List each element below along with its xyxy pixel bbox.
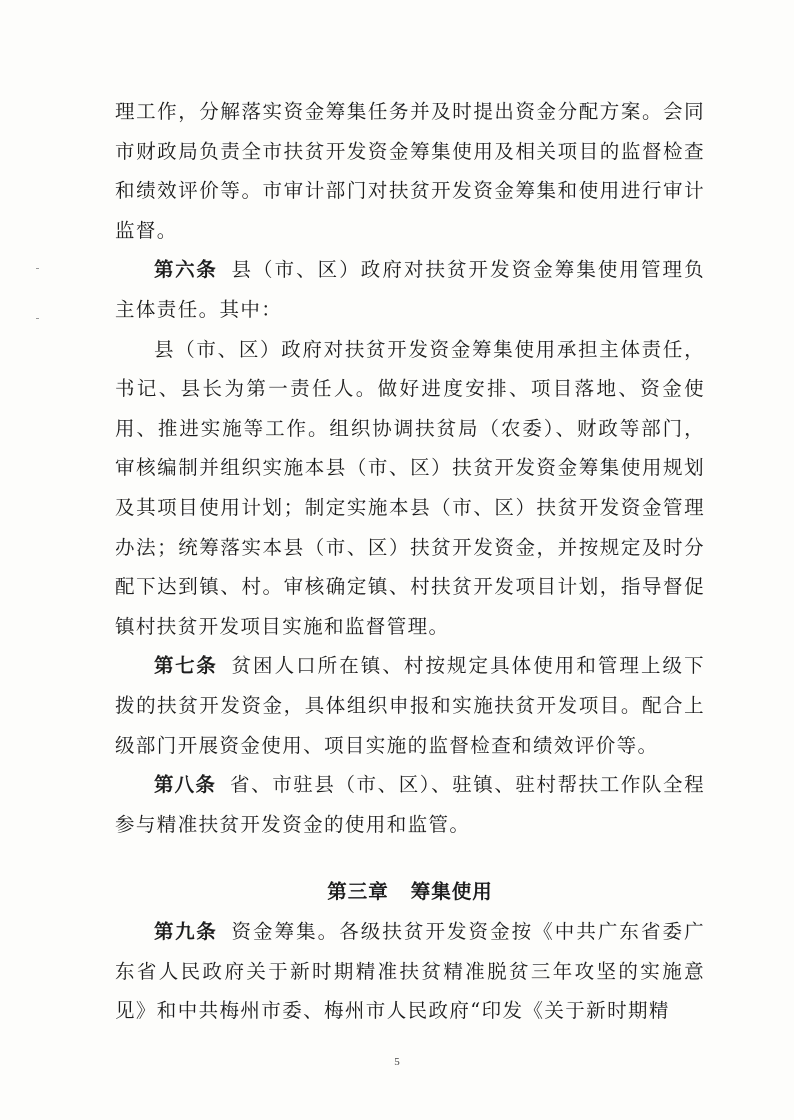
paragraph-text: 资金筹集。各级扶贫开发资金按《中共广东省委广东省人民政府关于新时期精准扶贫精准脱贫三年攻坚的实施意见》和中共梅州市委、梅州市人民政府“印发《关于新时期精 bbox=[115, 920, 705, 1023]
paragraph-3 bbox=[115, 330, 705, 647]
paragraph-text: 理工作，分解落实资金筹集任务并及时提出资金分配方案。会同市财政局负责全市扶贫开发资金筹集使用及相关项目的监督检查和绩效评价等。市审计部门对扶贫开发资金筹集和使用进行审计监督。 bbox=[115, 100, 705, 242]
paragraph-text: 县（市、区）政府对扶贫开发资金筹集使用管理负主体责任。其中： bbox=[115, 258, 705, 321]
article-number: 第七条 bbox=[154, 654, 218, 678]
article-6 bbox=[115, 250, 705, 329]
scan-mark bbox=[36, 318, 39, 319]
page-number: 5 bbox=[394, 1056, 400, 1068]
article-number: 第六条 bbox=[154, 258, 218, 282]
article-number: 第八条 bbox=[154, 773, 217, 797]
chapter-number: 第三章 bbox=[327, 880, 389, 904]
article-7 bbox=[115, 646, 705, 765]
chapter-heading bbox=[115, 872, 705, 912]
scan-mark bbox=[36, 268, 39, 269]
article-8 bbox=[115, 765, 705, 844]
article-9 bbox=[115, 912, 705, 1031]
document-body bbox=[115, 92, 705, 1031]
chapter-title: 筹集使用 bbox=[410, 880, 493, 904]
article-number: 第九条 bbox=[154, 920, 218, 944]
paragraph-text: 贫困人口所在镇、村按规定具体使用和管理上级下拨的扶贫开发资金，具体组织申报和实施扶贫开发项目。配合上级部门开展资金使用、项目实施的监督检查和绩效评价等。 bbox=[115, 654, 705, 757]
paragraph-text: 省、市驻县（市、区）、驻镇、驻村帮扶工作队全程参与精准扶贫开发资金的使用和监管。 bbox=[115, 773, 705, 836]
paragraph-text: 县（市、区）政府对扶贫开发资金筹集使用承担主体责任，书记、县长为第一责任人。做好进度安排、项目落地、资金使用、推进实施等工作。组织协调扶贫局（农委）、财政等部门，审核编制并组织实施本县（市、区）扶贫开发资金筹集使用规划及其项目使用计划；制定实施本县（市、区）扶贫开发资金管理办法；统筹落实本县（市、区）扶贫开发资金，并按规定及时分配下达到镇、村。审核确定镇、村扶贫开发项目计划，指导督促镇村扶贫开发项目实施和监督管理。 bbox=[115, 337, 705, 638]
paragraph-1 bbox=[115, 92, 705, 250]
